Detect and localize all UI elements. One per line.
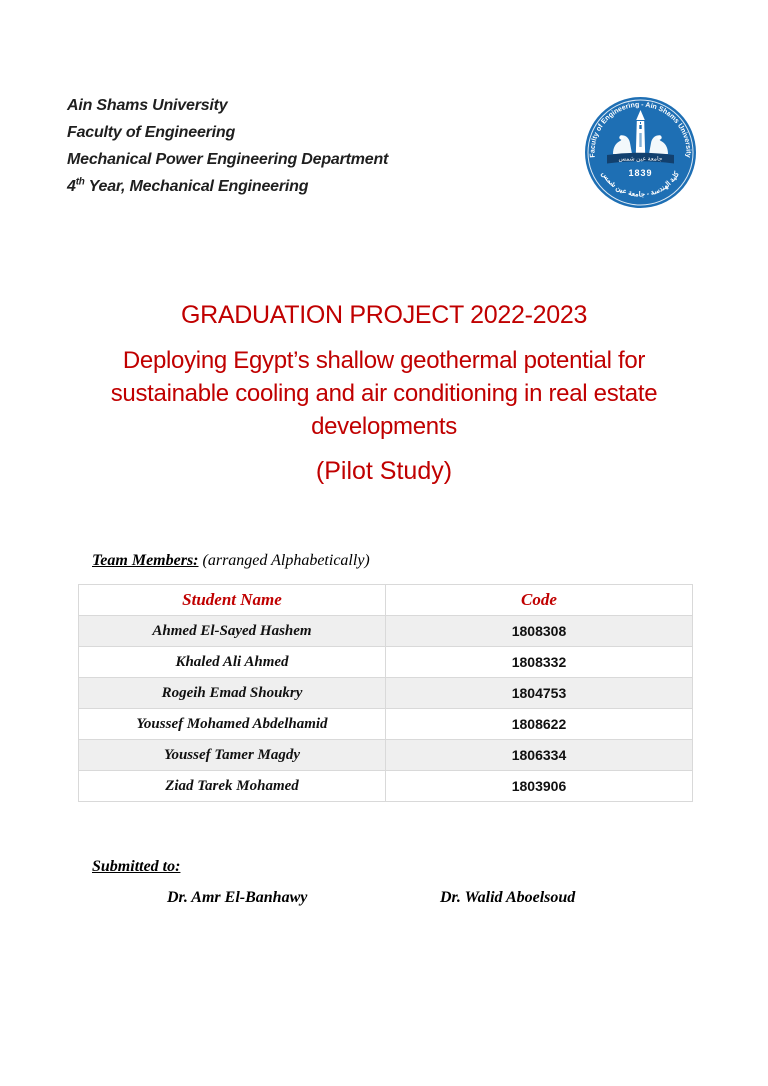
- student-code-cell: 1808332: [386, 647, 693, 678]
- team-members-label: Team Members:: [92, 552, 199, 569]
- title-block: [0, 300, 768, 486]
- advisor-name: Dr. Walid Aboelsoud: [440, 889, 576, 906]
- university-seal-icon: [583, 95, 698, 210]
- table-row: [79, 616, 693, 647]
- year-line: [67, 173, 388, 200]
- student-code-cell: 1808308: [386, 616, 693, 647]
- year-number: 4: [67, 178, 76, 195]
- advisors-row: [0, 889, 768, 911]
- student-name-cell: Rogeih Emad Shoukry: [79, 678, 386, 709]
- pilot-study-subtitle: (Pilot Study): [315, 457, 453, 485]
- student-code-cell: 1803906: [386, 771, 693, 802]
- student-code-cell: 1804753: [386, 678, 693, 709]
- table-header-row: [79, 585, 693, 616]
- seal-band-arabic-text: جامعة عين شمس: [618, 156, 663, 163]
- faculty-name: Faculty of Engineering: [67, 124, 236, 141]
- student-name-cell: Khaled Ali Ahmed: [79, 647, 386, 678]
- column-header-student-name: Student Name: [79, 585, 386, 616]
- advisor-name: Dr. Amr El-Banhawy: [167, 889, 308, 906]
- year-line-text: Year, Mechanical Engineering: [84, 178, 309, 195]
- submitted-to-label: Submitted to:: [92, 858, 181, 875]
- seal-bottom-arabic-text: كلية الهندسة - جامعة عين شمس: [599, 170, 681, 199]
- student-name-cell: Ziad Tarek Mohamed: [79, 771, 386, 802]
- team-members-table: [78, 584, 693, 802]
- student-code-cell: 1806334: [386, 740, 693, 771]
- project-title: Deploying Egypt’s shallow geothermal potential for sustainable cooling and air conditioning in real estate developments: [110, 347, 658, 440]
- student-code-cell: 1808622: [386, 709, 693, 740]
- team-members-line: [92, 552, 370, 570]
- student-name-cell: Youssef Mohamed Abdelhamid: [79, 709, 386, 740]
- table-row: [79, 709, 693, 740]
- seal-band: [607, 153, 674, 164]
- university-header: [67, 92, 388, 200]
- student-name-cell: Ahmed El-Sayed Hashem: [79, 616, 386, 647]
- table-row: [79, 771, 693, 802]
- year-ordinal-suffix: th: [75, 176, 85, 188]
- table-row: [79, 647, 693, 678]
- university-name: Ain Shams University: [67, 97, 228, 114]
- table-row: [79, 740, 693, 771]
- table-row: [79, 678, 693, 709]
- team-members-note: (arranged Alphabetically): [202, 552, 370, 569]
- student-name-cell: Youssef Tamer Magdy: [79, 740, 386, 771]
- university-logo: [583, 95, 698, 210]
- seal-ring-text: Faculty of Engineering - Ain Shams University: [589, 101, 692, 158]
- graduation-project-heading: GRADUATION PROJECT 2022-2023: [180, 301, 588, 329]
- seal-year: 1839: [628, 168, 653, 178]
- column-header-code: Code: [386, 585, 693, 616]
- department-name: Mechanical Power Engineering Department: [67, 151, 389, 168]
